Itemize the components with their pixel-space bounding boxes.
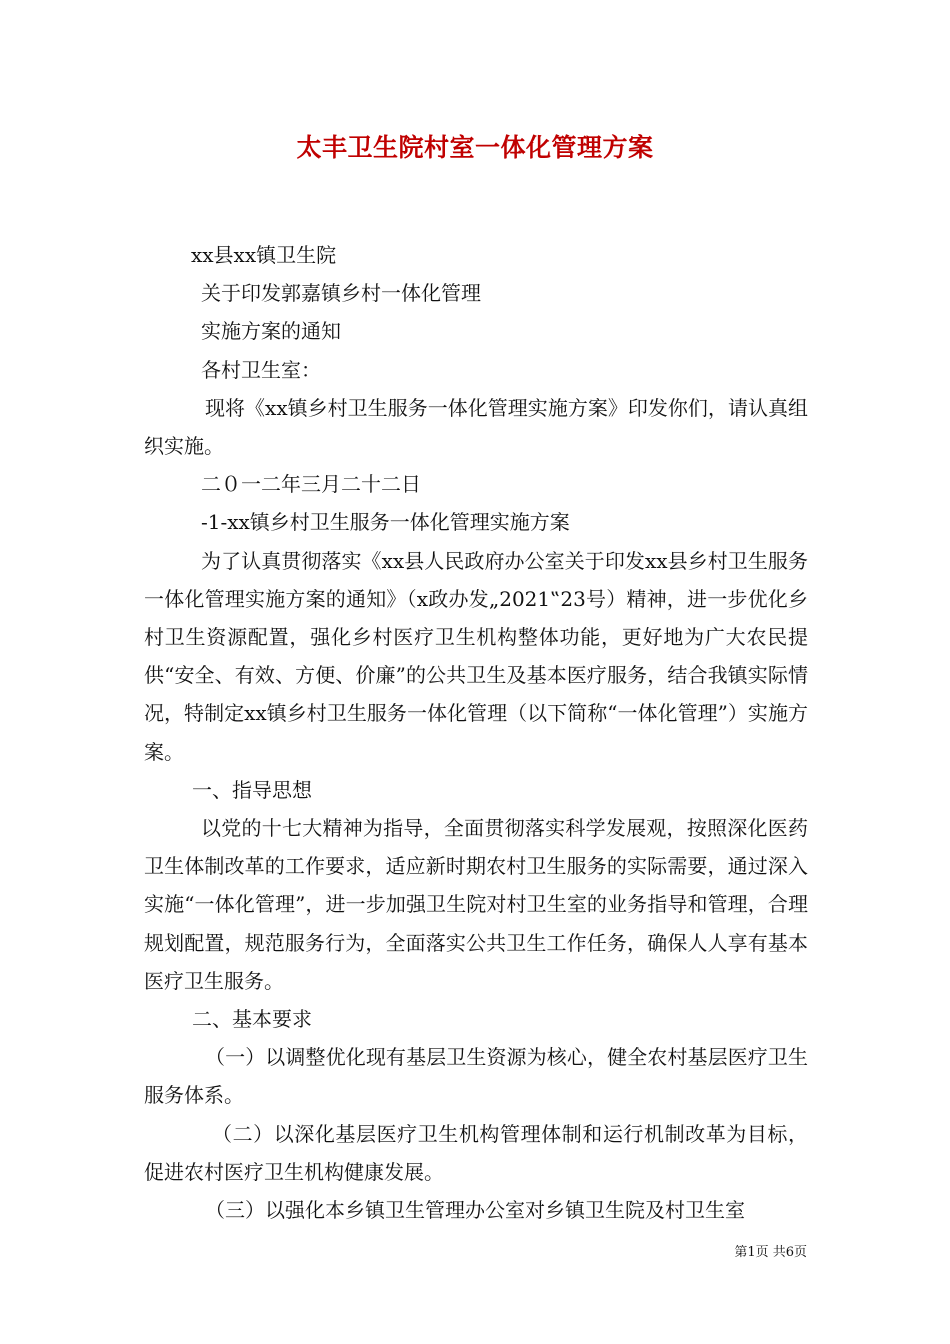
document-title: 太丰卫生院村室一体化管理方案	[296, 133, 654, 162]
section-heading-2: 二、基本要求	[192, 1007, 312, 1032]
notice-title-line-1: 关于印发郭嘉镇乡村一体化管理	[201, 281, 481, 306]
issuer-line: xx县xx镇卫生院	[191, 243, 337, 267]
requirement-item-1: （一）以调整优化现有基层卫生资源为核心，健全农村基层医疗卫生服务体系。	[144, 1045, 808, 1108]
plan-heading: -1-xx镇乡村卫生服务一体化管理实施方案	[201, 510, 570, 535]
notice-title-line-2: 实施方案的通知	[201, 319, 341, 344]
issue-date: 二０一二年三月二十二日	[201, 472, 421, 497]
requirement-item-2: （二）以深化基层医疗卫生机构管理体制和运行机制改革为目标，促进农村医疗卫生机构健康发展。	[144, 1121, 808, 1184]
salutation: 各村卫生室：	[201, 357, 321, 382]
notice-body: 现将《xx镇乡村卫生服务一体化管理实施方案》印发你们，请认真组织实施。	[144, 395, 808, 459]
intro-paragraph: 为了认真贯彻落实《xx县人民政府办公室关于印发xx县乡村卫生服务一体化管理实施方案的通知》（x政办发„2021‟23号）精神，进一步优化乡村卫生资源配置，强化乡村医疗卫生机构整体功能，更好地为广大农民提供“安全、有效、方便、价廉”的公共卫生及基本医疗服务，结合我镇实际情况，特制定xx镇乡村卫生服务一体化管理（以下简称“一体化管理”）实施方案。	[144, 548, 808, 764]
section-1-paragraph: 以党的十七大精神为指导，全面贯彻落实科学发展观，按照深化医药卫生体制改革的工作要求，适应新时期农村卫生服务的实际需要，通过深入实施“一体化管理”，进一步加强卫生院对村卫生室的业务指导和管理，合理规划配置，规范服务行为，全面落实公共卫生工作任务，确保人人享有基本医疗卫生服务。	[144, 816, 808, 993]
section-heading-1: 一、指导思想	[192, 777, 312, 802]
page-indicator: 第1页 共6页	[734, 1245, 807, 1260]
requirement-item-3: （三）以强化本乡镇卫生管理办公室对乡镇卫生院及村卫生室	[205, 1198, 745, 1223]
document-body	[144, 236, 808, 1229]
